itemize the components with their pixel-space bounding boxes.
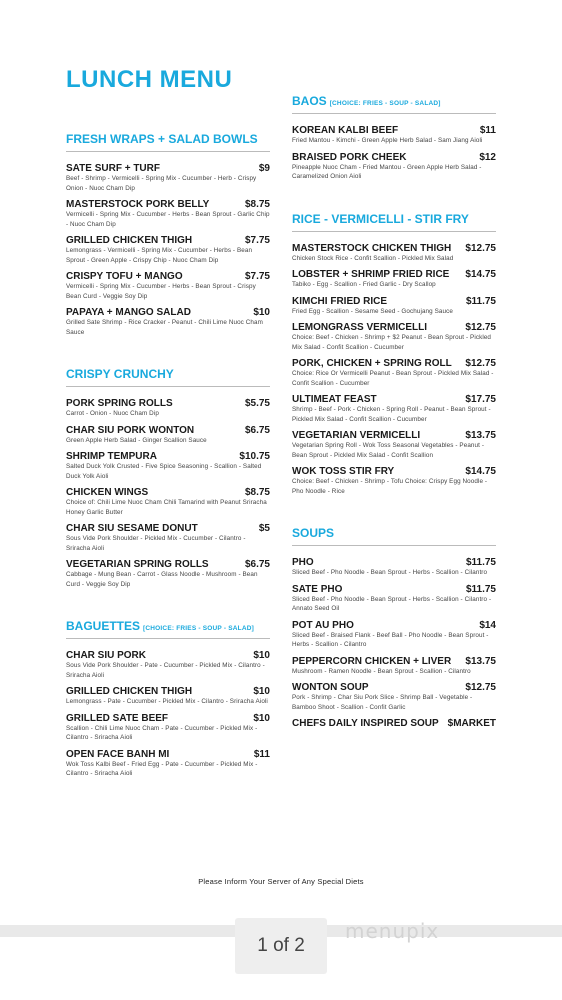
item-name: CHICKEN WINGS: [66, 487, 149, 498]
item-description: Salted Duck Yolk Crusted - Five Spice Seasoning - Scallion - Salted Duck Yolk Aioli: [66, 463, 262, 480]
item-name: OPEN FACE BANH MI: [66, 748, 170, 760]
item-name: VEGETARIAN SPRING ROLLS: [66, 559, 209, 570]
item-price: $11.75: [465, 583, 496, 595]
item-price: $8.75: [244, 487, 270, 498]
menu-item-row: [292, 296, 496, 307]
item-price: $14: [479, 619, 496, 631]
item-description: Wok Toss Kalbi Beef - Fried Egg - Pate - Cucumber - Pickled Mix - Cilantro - Sriracha Aioli: [66, 760, 258, 777]
item-description: Fried Mantou - Kimchi - Green Apple Herb Salad - Sam Jiang Aioli: [292, 137, 483, 144]
menu-item-row: [66, 199, 270, 210]
item-description: Lemongrass - Pate - Cucumber - Pickled Mix - Cilantro - Sriracha Aioli: [66, 698, 268, 705]
item-price: $10: [253, 307, 270, 318]
menu-item-row: [292, 152, 496, 163]
menu-item-row: [66, 686, 270, 697]
item-name: MASTERSTOCK CHICKEN THIGH: [292, 242, 452, 254]
menu-item: [66, 163, 270, 193]
menu-item: [66, 559, 270, 589]
item-price: $10.75: [239, 451, 270, 462]
section-header: [66, 617, 270, 639]
menu-section: [292, 92, 496, 182]
item-description: Scallion - Chili Lime Nuoc Cham - Pate - Cucumber - Pickled Mix - Cilantro - Sriracha Aioli: [66, 724, 258, 741]
item-name: SHRIMP TEMPURA: [66, 451, 157, 462]
item-description: Tabiko - Egg - Scallion - Fried Garlic - Dry Scallop: [292, 281, 436, 288]
menu-item: [292, 620, 496, 650]
section-header: [292, 524, 496, 546]
item-name: GRILLED CHICKEN THIGH: [66, 235, 193, 246]
item-description: Pineapple Nuoc Cham - Fried Mantou - Green Apple Herb Salad - Caramelized Onion Aioli: [292, 163, 482, 180]
special-diets-note: Please Inform Your Server of Any Special Diets: [198, 877, 364, 886]
item-price: $12.75: [465, 682, 496, 693]
menu-item: [292, 296, 496, 317]
item-description: Cabbage - Mung Bean - Carrot - Glass Noodle - Mushroom - Bean Curd - Veggie Soy Dip: [66, 571, 258, 588]
item-price: $12.75: [465, 322, 496, 333]
menu-item: [66, 523, 270, 553]
menu-item-row: [66, 713, 270, 724]
menu-item: [292, 656, 496, 677]
menu-item: [66, 271, 270, 301]
item-price: $11.75: [465, 295, 496, 307]
item-description: Shrimp - Beef - Pork - Chicken - Spring Roll - Peanut - Bean Sprout - Pickled Mix Salad - Confit Scallion - Cucumber: [292, 406, 491, 423]
item-name: LOBSTER + SHRIMP FRIED RICE: [292, 269, 450, 280]
menu-item: [292, 430, 496, 460]
item-description: Choice: Beef - Chicken - Shrimp + $2 Peanut - Bean Sprout - Pickled Mix Salad - Confit Scallion - Cucumber: [292, 334, 492, 351]
section-title: CRISPY CRUNCHY: [66, 367, 174, 381]
item-name: CHAR SIU PORK: [66, 650, 147, 661]
menu-item: [66, 713, 270, 743]
menu-item-row: [66, 487, 270, 498]
section-note: [CHOICE: FRIES - SOUP - SALAD]: [143, 625, 254, 632]
item-name: PAPAYA + MANGO SALAD: [66, 307, 191, 318]
menu-item-row: [292, 718, 496, 729]
item-description: Chicken Stock Rice - Confit Scallion - Pickled Mix Salad: [292, 254, 454, 262]
item-price: $5: [258, 523, 270, 534]
item-price: $11.75: [465, 557, 496, 568]
item-price: $7.75: [244, 271, 270, 282]
menu-item-row: [292, 394, 496, 405]
item-description: Sliced Beef - Pho Noodle - Bean Sprout - Herbs - Scallion - Cilantro: [292, 569, 488, 576]
item-name: BRAISED PORK CHEEK: [292, 151, 407, 163]
page-indicator[interactable]: 1 of 2: [235, 918, 327, 974]
item-price: $7.75: [244, 235, 270, 246]
item-description: Vegetarian Spring Roll - Wok Toss Seasonal Vegetables - Peanut - Bean Sprout - Pickled Mix Salad - Confit Scallion: [292, 442, 485, 459]
item-price: $8.75: [244, 199, 270, 210]
item-description: Choice of: Chili Lime Nuoc Cham Chili Tamarind with Peanut Sriracha Honey Garlic Butter: [66, 499, 267, 516]
menu-item-row: [66, 235, 270, 246]
item-description: Sous Vide Pork Shoulder - Pickled Mix - Cucumber - Cilantro - Sriracha Aioli: [66, 535, 246, 552]
item-name: ULTIMEAT FEAST: [292, 394, 377, 405]
menu-section: [66, 365, 270, 589]
menu-item-row: [66, 425, 270, 436]
item-price: $6.75: [244, 424, 270, 436]
section-title: BAGUETTES: [66, 619, 141, 633]
item-description: Fried Egg - Scallion - Sesame Seed - Gochujang Sauce: [292, 307, 453, 315]
menu-item: [292, 243, 496, 264]
item-name: KIMCHI FRIED RICE: [292, 295, 387, 307]
menu-item: [66, 451, 270, 481]
item-description: Choice: Beef - Chicken - Shrimp - Tofu Choice: Crispy Egg Noodle - Pho Noodle - Rice: [292, 478, 488, 495]
menu-item-row: [66, 650, 270, 661]
menu-item-row: [66, 398, 270, 409]
item-description: Green Apple Herb Salad - Ginger Scallion Sauce: [66, 436, 207, 444]
item-price: $12: [479, 151, 496, 163]
item-price: $11: [479, 125, 496, 136]
menu-item-row: [66, 523, 270, 534]
menu-item-row: [292, 358, 496, 369]
right-column: [292, 92, 496, 757]
item-description: Sous Vide Pork Shoulder - Pate - Cucumber - Pickled Mix - Cilantro - Sriracha Aioli: [66, 662, 265, 679]
menupix-watermark: menupix: [345, 919, 440, 943]
menu-item-row: [292, 466, 496, 477]
menu-item: [292, 269, 496, 290]
menu-item: [292, 466, 496, 496]
item-name: CHEFS DAILY INSPIRED SOUP: [292, 718, 439, 729]
section-header: [292, 92, 496, 114]
menu-item: [66, 686, 270, 707]
item-price: $10: [253, 712, 270, 724]
item-name: SATE SURF + TURF: [66, 163, 160, 174]
section-header: [66, 365, 270, 387]
item-name: VEGETARIAN VERMICELLI: [292, 430, 421, 441]
item-price: $6.75: [244, 559, 270, 570]
menu-item: [292, 152, 496, 182]
menu-item: [292, 394, 496, 424]
item-description: Mushroom - Ramen Noodle - Bean Sprout - Scallion - Cilantro: [292, 667, 471, 675]
menu-item: [292, 125, 496, 146]
item-description: Choice: Rice Or Vermicelli Peanut - Bean Sprout - Pickled Mix Salad - Confit Scallion - Cucumber: [292, 370, 494, 387]
menu-item-row: [66, 307, 270, 318]
item-description: Beef - Shrimp - Vermicelli - Spring Mix - Cucumber - Herb - Crispy Onion - Nuoc Cham Dip: [66, 175, 257, 192]
item-price: $MARKET: [447, 718, 496, 729]
left-column: [66, 130, 270, 807]
menu-item-row: [66, 163, 270, 174]
menu-item: [66, 749, 270, 779]
item-description: Sliced Beef - Pho Noodle - Bean Sprout - Herbs - Scallion - Cilantro - Annato Seed Oil: [292, 595, 492, 612]
menu-item: [66, 425, 270, 446]
item-description: Sliced Beef - Braised Flank - Beef Ball - Pho Noodle - Bean Sprout - Herbs - Scallion - Cilantro: [292, 631, 489, 648]
menu-item-row: [66, 749, 270, 760]
menu-item-row: [292, 656, 496, 667]
menu-item-row: [292, 584, 496, 595]
menu-item: [66, 487, 270, 517]
page-title: LUNCH MENU: [66, 66, 233, 93]
menu-item: [292, 557, 496, 578]
item-name: CHAR SIU PORK WONTON: [66, 424, 195, 436]
item-price: $14.75: [465, 466, 496, 477]
menu-section: [292, 524, 496, 729]
menu-item: [66, 307, 270, 337]
item-name: POT AU PHO: [292, 619, 354, 631]
item-name: PORK, CHICKEN + SPRING ROLL: [292, 358, 452, 369]
menu-item: [292, 584, 496, 614]
item-price: $10: [253, 686, 270, 697]
item-price: $13.75: [465, 430, 496, 441]
menu-item: [66, 650, 270, 680]
item-name: CHAR SIU SESAME DONUT: [66, 523, 198, 534]
item-name: GRILLED SATE BEEF: [66, 712, 169, 724]
item-description: Grilled Sate Shrimp - Rice Cracker - Peanut - Chili Lime Nuoc Cham Sauce: [66, 319, 263, 336]
menu-item-row: [292, 557, 496, 568]
item-description: Vermicelli - Spring Mix - Cucumber - Herbs - Bean Sprout - Crispy Bean Curd - Veggie Soy Dip: [66, 283, 256, 300]
menu-item: [66, 398, 270, 419]
item-price: $12.75: [465, 358, 496, 369]
section-title: BAOS: [292, 94, 327, 108]
menu-item: [66, 199, 270, 229]
section-title: RICE - VERMICELLI - STIR FRY: [292, 211, 469, 226]
menu-item-row: [292, 269, 496, 280]
item-price: $12.75: [465, 242, 496, 254]
item-name: CRISPY TOFU + MANGO: [66, 271, 183, 282]
item-name: PHO: [292, 557, 314, 568]
menu-section: [66, 617, 270, 779]
item-price: $9: [258, 163, 270, 174]
item-price: $11: [253, 748, 270, 760]
menu-item: [292, 718, 496, 729]
item-description: Carrot - Onion - Nuoc Cham Dip: [66, 410, 159, 417]
menu-item: [292, 682, 496, 712]
section-note: [CHOICE: FRIES - SOUP - SALAD]: [329, 100, 441, 107]
menu-item: [292, 358, 496, 388]
section-header: [292, 210, 496, 232]
menu-item-row: [292, 682, 496, 693]
menu-item-row: [292, 430, 496, 441]
section-header: [66, 130, 270, 152]
menu-item-row: [292, 243, 496, 254]
menu-item-row: [66, 559, 270, 570]
menu-item: [292, 322, 496, 352]
menu-item: [66, 235, 270, 265]
item-description: Vermicelli - Spring Mix - Cucumber - Herbs - Bean Sprout - Garlic Chip - Nuoc Cham Dip: [66, 211, 270, 228]
item-price: $13.75: [465, 655, 496, 667]
item-price: $14.75: [465, 269, 496, 280]
item-description: Lemongrass - Vermicelli - Spring Mix - Cucumber - Herbs - Bean Sprout - Green Apple - Crispy Chip - Nuoc Cham Dip: [66, 247, 253, 264]
menu-item-row: [292, 620, 496, 631]
item-name: WOK TOSS STIR FRY: [292, 466, 395, 477]
item-name: LEMONGRASS VERMICELLI: [292, 322, 428, 333]
item-name: WONTON SOUP: [292, 682, 369, 693]
item-name: MASTERSTOCK PORK BELLY: [66, 199, 210, 210]
section-title: FRESH WRAPS + SALAD BOWLS: [66, 132, 258, 146]
item-name: GRILLED CHICKEN THIGH: [66, 686, 193, 697]
section-title: SOUPS: [292, 526, 335, 540]
item-name: PORK SPRING ROLLS: [66, 398, 173, 409]
item-name: SATE PHO: [292, 583, 343, 595]
menu-item-row: [66, 271, 270, 282]
menu-item-row: [292, 322, 496, 333]
menu-section: [66, 130, 270, 337]
item-price: $5.75: [244, 398, 270, 409]
menu-item-row: [66, 451, 270, 462]
item-description: Pork - Shrimp - Char Siu Pork Slice - Shrimp Ball - Vegetable - Bamboo Shoot - Scallion - Confit Garlic: [292, 694, 473, 711]
item-price: $17.75: [465, 394, 496, 405]
item-price: $10: [253, 650, 270, 661]
menu-section: [292, 210, 496, 497]
item-name: PEPPERCORN CHICKEN + LIVER: [292, 655, 452, 667]
menu-item-row: [292, 125, 496, 136]
item-name: KOREAN KALBI BEEF: [292, 125, 399, 136]
